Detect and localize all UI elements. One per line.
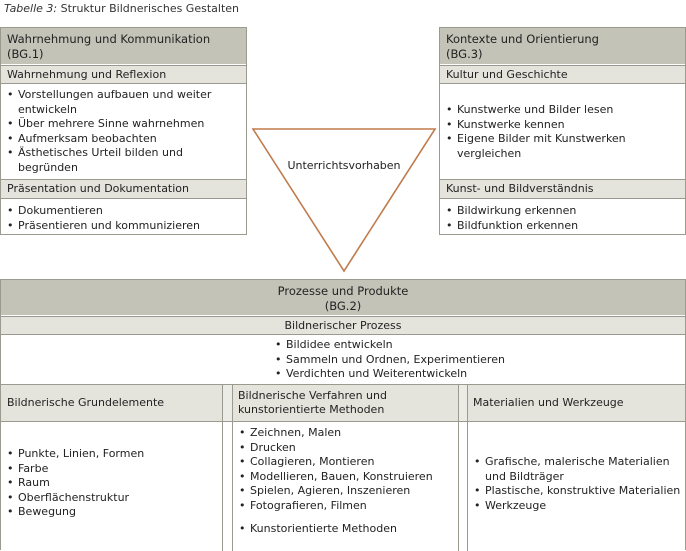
bg2-col-1-heading: Bildnerische Grundelemente (1, 385, 222, 421)
list-item: • Sammeln und Ordnen, Experimentieren (273, 353, 573, 368)
bg3-section-1-list (444, 103, 682, 161)
list-item: • Werkzeuge (472, 499, 684, 514)
bg3-section-2-heading: Kunst- und Bildverständnis (440, 179, 685, 199)
bg2-col-3-list (472, 455, 684, 513)
list-item: • Dokumentieren (5, 204, 243, 219)
list-item: • Collagieren, Montieren (237, 455, 457, 470)
column-separator (467, 385, 468, 551)
bg2-col-2-heading: Bildnerische Verfahren und kunstorientierte Methoden (232, 385, 458, 421)
list-item: • Kunstorientierte Methoden (237, 522, 457, 537)
caption-label: Tabelle 3: (4, 2, 58, 15)
bg2-code: (BG.2) (324, 299, 362, 313)
list-item: • Aufmerksam beobachten (5, 132, 243, 147)
list-item: • Modellieren, Bauen, Konstruieren (237, 470, 457, 485)
bg2-process-list (273, 338, 573, 382)
column-separator (458, 385, 459, 551)
bg1-box (0, 27, 247, 235)
triangle-label: Unterrichtsvorhaben (287, 159, 401, 172)
bg1-section-2-list (5, 204, 243, 233)
list-item: • Plastische, konstruktive Materialien (472, 484, 684, 499)
bg1-title: Wahrnehmung und Kommunikation (7, 32, 211, 46)
bg2-title: Prozesse und Produkte (277, 284, 409, 298)
list-item: • Bildidee entwickeln (273, 338, 573, 353)
list-item: • Farbe (5, 462, 219, 477)
bg1-header (1, 28, 246, 64)
list-item: • Vorstellungen aufbauen und weiter entwickeln (5, 88, 243, 117)
list-item: • Bildfunktion erkennen (444, 219, 682, 234)
bg3-header (440, 28, 685, 64)
list-item: • Präsentieren und kommunizieren (5, 219, 243, 234)
column-separator (232, 385, 233, 551)
list-item: • Kunstwerke und Bilder lesen (444, 103, 682, 118)
list-item: • Bildwirkung erkennen (444, 204, 682, 219)
bg1-code: (BG.1) (7, 47, 44, 61)
list-item: • Raum (5, 476, 219, 491)
bg2-col-1-list (5, 447, 219, 520)
list-item: • Kunstwerke kennen (444, 118, 682, 133)
bg1-section-1-list (5, 88, 243, 176)
caption-title: Struktur Bildnerisches Gestalten (60, 2, 239, 15)
bg3-section-2-list (444, 204, 682, 233)
column-gutter (458, 385, 467, 421)
divider (1, 421, 685, 422)
list-item: • Oberflächenstruktur (5, 491, 219, 506)
list-item: • Drucken (237, 441, 457, 456)
bg2-col-3-heading: Materialien und Werkzeuge (467, 385, 685, 421)
list-item: • Punkte, Linien, Formen (5, 447, 219, 462)
list-item: • Grafische, malerische Materialien und Bildträger (472, 455, 684, 484)
bg1-section-1-heading: Wahrnehmung und Reflexion (1, 65, 246, 84)
bg2-col-2-list (237, 426, 457, 536)
triangle-shape (253, 129, 435, 271)
bg3-code: (BG.3) (446, 47, 483, 61)
bg2-header (1, 280, 685, 315)
list-item: • Fotografieren, Filmen (237, 499, 457, 514)
list-item: • Zeichnen, Malen (237, 426, 457, 441)
bg2-box (0, 279, 686, 550)
list-item: • Über mehrere Sinne wahrnehmen (5, 117, 243, 132)
list-item: • Eigene Bilder mit Kunstwerken vergleichen (444, 132, 682, 161)
bg1-section-2-heading: Präsentation und Dokumentation (1, 179, 246, 199)
list-item: • Spielen, Agieren, Inszenieren (237, 484, 457, 499)
bg2-process-heading: Bildnerischer Prozess (1, 316, 685, 335)
column-gutter (222, 385, 232, 421)
column-separator (222, 385, 223, 551)
list-item: • Ästhetisches Urteil bilden und begründen (5, 146, 243, 175)
bg3-section-1-heading: Kultur und Geschichte (440, 65, 685, 84)
list-item: • Bewegung (5, 505, 219, 520)
bg3-box (439, 27, 686, 235)
list-item: • Verdichten und Weiterentwickeln (273, 367, 573, 382)
bg3-title: Kontexte und Orientierung (446, 32, 599, 46)
